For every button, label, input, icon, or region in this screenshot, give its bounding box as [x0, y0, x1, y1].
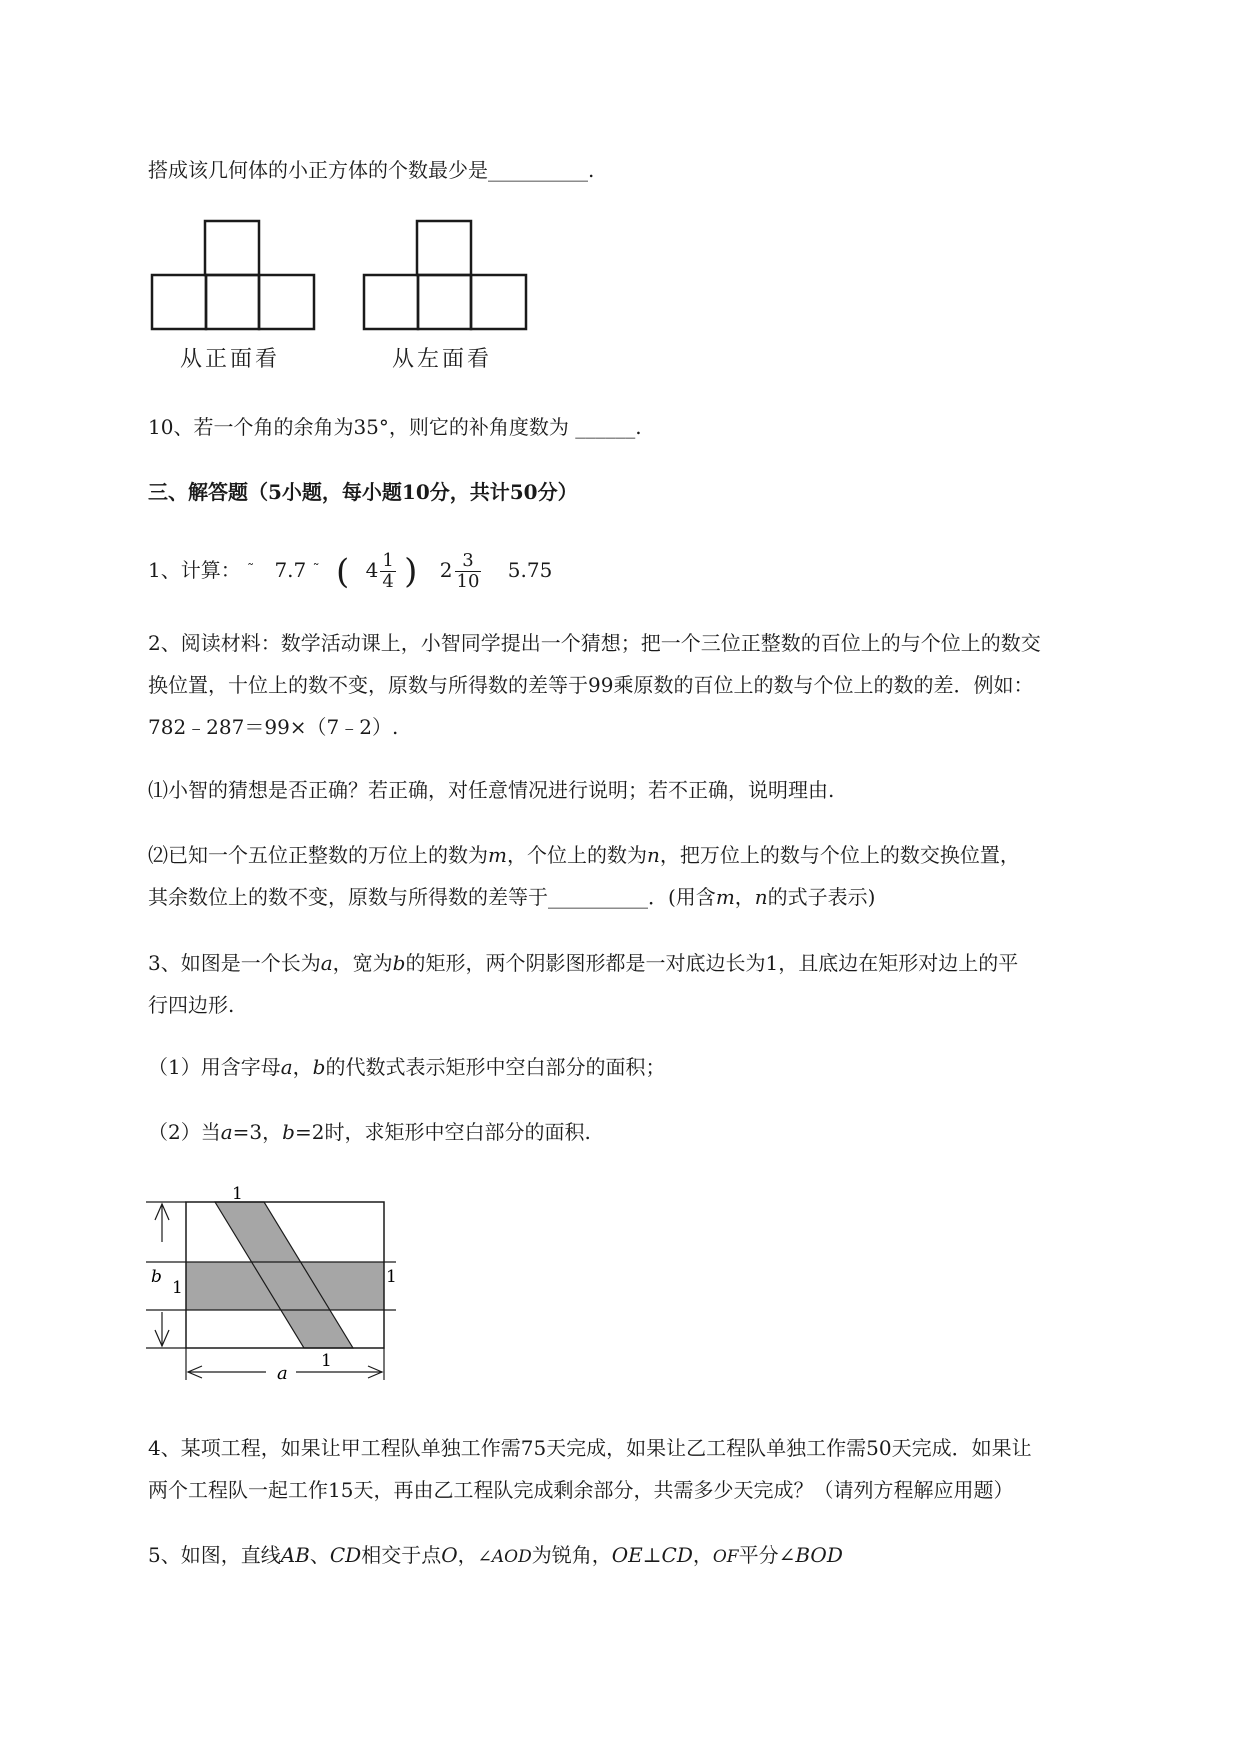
- p2-sub1: ⑴小智的猜想是否正确？若正确，对任意情况进行说明；若不正确，说明理由.: [148, 778, 835, 802]
- p3-sub1: （1）用含字母a，b的代数式表示矩形中空白部分的面积；: [148, 1055, 666, 1079]
- p1-mixed1-whole: 4: [365, 558, 379, 582]
- q9-text: 搭成该几何体的小正方体的个数最少是__________.: [148, 158, 595, 182]
- label-top-1: 1: [232, 1184, 243, 1204]
- p1-expression: 1、计算： ˜ 7.7 ˜ ( 4 $\frac{1}{4}$ ) 2 $\frac{3}{10}$ 5.75: [148, 550, 553, 592]
- rectangle-figure: [140, 1180, 400, 1390]
- p1-value-last: 5.75: [507, 558, 553, 582]
- p3-line2: 行四边形.: [148, 993, 235, 1017]
- p1-prefix: 1、计算：: [148, 558, 241, 582]
- p2-line3: 782﹣287＝99×（7﹣2）.: [148, 715, 399, 739]
- left-view-figure: [362, 218, 532, 334]
- label-left-1: 1: [172, 1278, 183, 1298]
- p1-fraction-1: $\frac{1}{4}$: [382, 550, 394, 592]
- front-view-figure: [150, 218, 320, 334]
- label-bottom-1: 1: [321, 1351, 332, 1371]
- p1-mixed2-whole: 2: [439, 558, 453, 582]
- p3-sub2: （2）当a=3，b=2时，求矩形中空白部分的面积.: [148, 1120, 591, 1144]
- p4-line1: 4、某项工程，如果让甲工程队单独工作需75天完成，如果让乙工程队单独工作需50天完成．如果让: [148, 1436, 1032, 1460]
- p2-line2: 换位置，十位上的数不变，原数与所得数的差等于99乘原数的百位上的数与个位上的数的差．例如：: [148, 673, 1034, 697]
- p5-line: 5、如图，直线AB、CD相交于点O，∠AOD为锐角，OE⊥CD，OF平分∠BOD: [148, 1543, 843, 1567]
- section-heading: 三、解答题（5小题，每小题10分，共计50分）: [148, 480, 578, 504]
- label-a: a: [277, 1363, 288, 1384]
- label-right-1: 1: [386, 1267, 397, 1287]
- label-b: b: [151, 1267, 162, 1287]
- p2-line1: 2、阅读材料：数学活动课上，小智同学提出一个猜想；把一个三位正整数的百位上的与个位上的数交: [148, 631, 1041, 655]
- p1-value-a: 7.7: [274, 558, 307, 582]
- left-view-caption: 从左面看: [392, 347, 493, 372]
- p4-line2: 两个工程队一起工作15天，再由乙工程队完成剩余部分，共需多少天完成？（请列方程解应用题）: [148, 1478, 1014, 1502]
- p2-sub2-line2: 其余数位上的数不变，原数与所得数的差等于__________．(用含m，n的式子表示): [148, 885, 876, 909]
- front-view-caption: 从正面看: [180, 347, 281, 372]
- q10-text: 10、若一个角的余角为35°，则它的补角度数为 ______.: [148, 415, 642, 439]
- p1-fraction-2: $\frac{3}{10}$: [456, 550, 480, 592]
- p3-line1: 3、如图是一个长为a，宽为b的矩形，两个阴影图形都是一对底边长为1，且底边在矩形对边上的平: [148, 951, 1019, 975]
- p2-sub2-line1: ⑵已知一个五位正整数的万位上的数为m，个位上的数为n，把万位上的数与个位上的数交换位置，: [148, 843, 1020, 867]
